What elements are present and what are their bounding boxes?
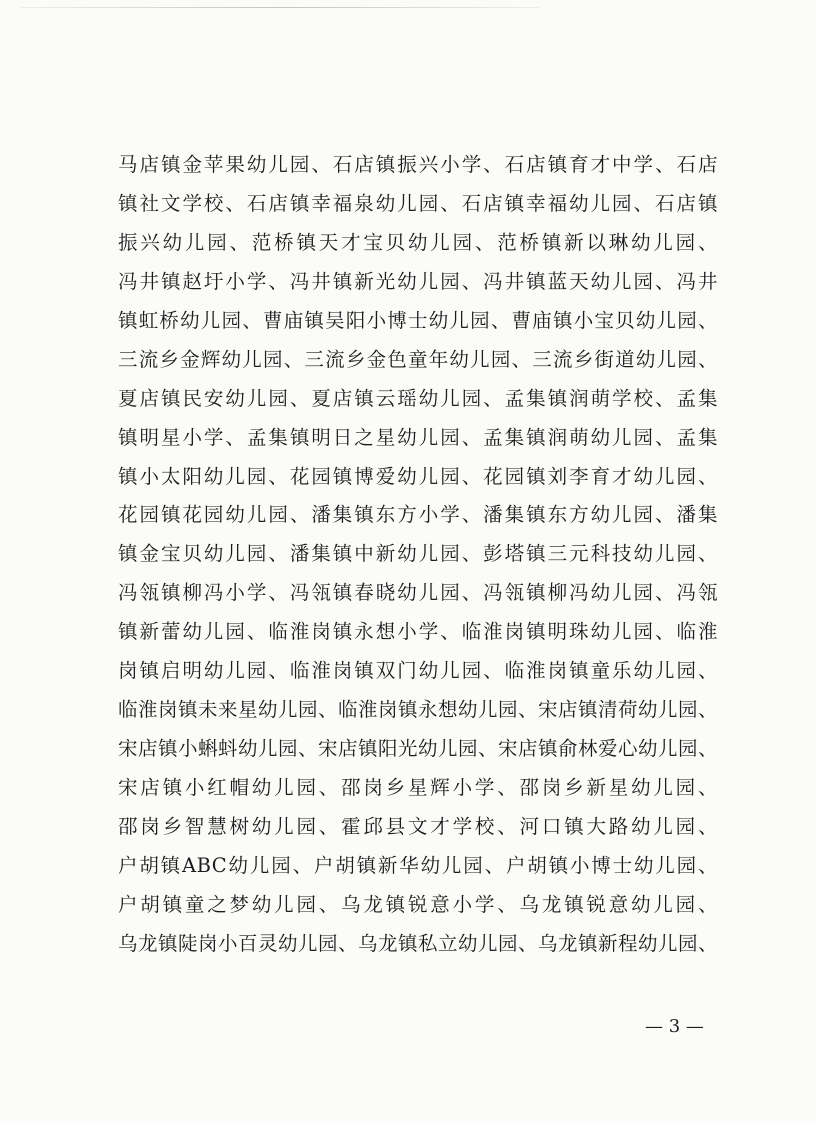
text-line: 三流乡金辉幼儿园、三流乡金色童年幼儿园、三流乡街道幼儿园、 bbox=[118, 347, 718, 371]
page-number: — 3 — bbox=[645, 1016, 704, 1037]
text-line: 镇社文学校、石店镇幸福泉幼儿园、石店镇幸福幼儿园、石店镇 bbox=[118, 191, 718, 215]
text-line: 临淮岗镇未来星幼儿园、临淮岗镇永想幼儿园、宋店镇清荷幼儿园、 bbox=[118, 698, 719, 722]
text-line: 冯井镇赵圩小学、冯井镇新光幼儿园、冯井镇蓝天幼儿园、冯井 bbox=[118, 269, 718, 293]
text-line: 镇明星小学、孟集镇明日之星幼儿园、孟集镇润萌幼儿园、孟集 bbox=[118, 425, 718, 449]
text-line: 镇小太阳幼儿园、花园镇博爱幼儿园、花园镇刘李育才幼儿园、 bbox=[118, 464, 718, 488]
text-line: 夏店镇民安幼儿园、夏店镇云瑶幼儿园、孟集镇润萌学校、孟集 bbox=[118, 386, 718, 410]
text-line: 振兴幼儿园、范桥镇天才宝贝幼儿园、范桥镇新以琳幼儿园、 bbox=[118, 230, 718, 254]
text-line: 镇新蕾幼儿园、临淮岗镇永想小学、临淮岗镇明珠幼儿园、临淮 bbox=[118, 620, 718, 644]
text-line: 宋店镇小红帽幼儿园、邵岗乡星辉小学、邵岗乡新星幼儿园、 bbox=[118, 776, 718, 799]
text-line: 花园镇花园幼儿园、潘集镇东方小学、潘集镇东方幼儿园、潘集 bbox=[118, 503, 718, 527]
text-line: 冯瓴镇柳冯小学、冯瓴镇春晓幼儿园、冯瓴镇柳冯幼儿园、冯瓴 bbox=[118, 581, 718, 605]
body-text bbox=[118, 146, 718, 964]
text-line: 户胡镇ABC幼儿园、户胡镇新华幼儿园、户胡镇小博士幼儿园、 bbox=[118, 853, 718, 877]
text-line: 邵岗乡智慧树幼儿园、霍邱县文才学校、河口镇大路幼儿园、 bbox=[118, 814, 718, 838]
text-line: 镇金宝贝幼儿园、潘集镇中新幼儿园、彭塔镇三元科技幼儿园、 bbox=[118, 542, 718, 566]
scan-edge-line bbox=[20, 7, 540, 8]
text-line: 乌龙镇陡岗小百灵幼儿园、乌龙镇私立幼儿园、乌龙镇新程幼儿园、 bbox=[118, 931, 719, 955]
text-line: 岗镇启明幼儿园、临淮岗镇双门幼儿园、临淮岗镇童乐幼儿园、 bbox=[118, 659, 718, 683]
text-line: 户胡镇童之梦幼儿园、乌龙镇锐意小学、乌龙镇锐意幼儿园、 bbox=[118, 892, 718, 916]
text-line: 宋店镇小蝌蚪幼儿园、宋店镇阳光幼儿园、宋店镇俞林爱心幼儿园、 bbox=[118, 737, 719, 761]
text-line: 镇虹桥幼儿园、曹庙镇吴阳小博士幼儿园、曹庙镇小宝贝幼儿园、 bbox=[118, 308, 718, 332]
text-line: 马店镇金苹果幼儿园、石店镇振兴小学、石店镇育才中学、石店 bbox=[118, 153, 718, 176]
